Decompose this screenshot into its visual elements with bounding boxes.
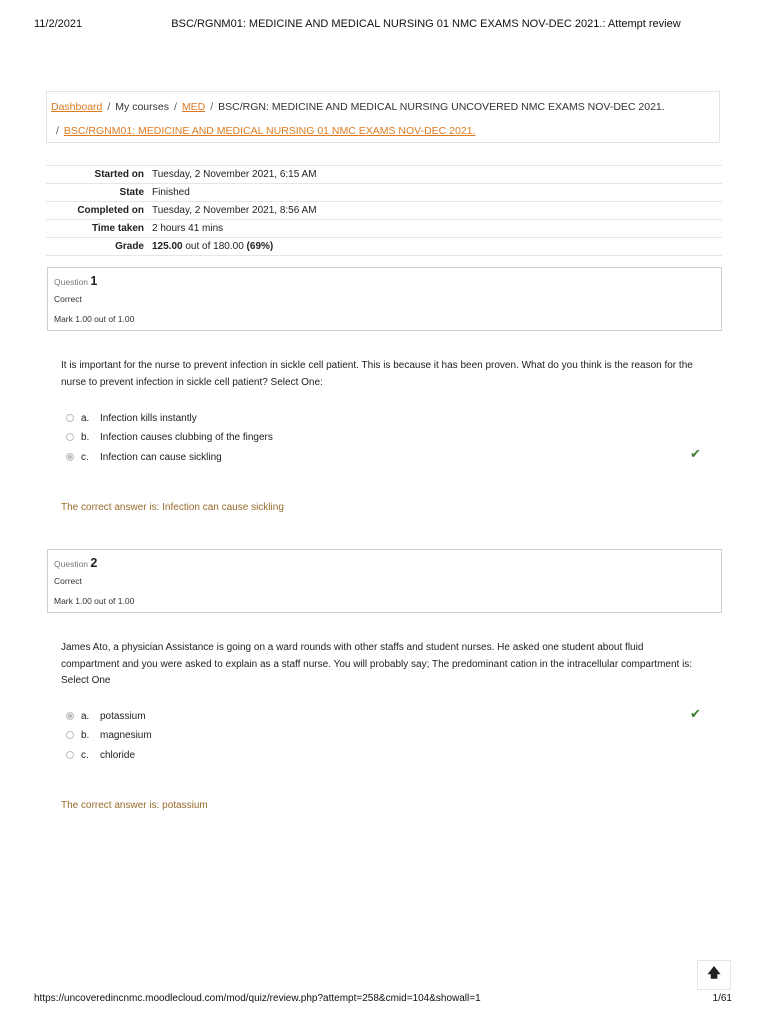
question-1-text: It is important for the nurse to prevent infection in sickle cell patient. This is because it has been proven. What do you think is the reason for the nurse to prevent infection in sickle cell patient? Select One: [61, 360, 693, 388]
breadcrumb-separator: / [56, 125, 59, 137]
option-letter: a. [81, 710, 90, 722]
option-text: magnesium [100, 729, 152, 741]
option-text: Infection can cause sickling [100, 451, 222, 463]
summary-value [148, 238, 722, 256]
breadcrumb-course[interactable]: BSC/RGN: MEDICINE AND MEDICAL NURSING UNCOVERED NMC EXAMS NOV-DEC 2021. [218, 101, 665, 113]
radio-button[interactable] [66, 751, 74, 759]
summary-value: Finished [148, 184, 722, 202]
radio-button[interactable] [66, 414, 74, 422]
question-2-text: James Ato, a physician Assistance is going on a ward rounds with other staffs and student nurses. He asked one student about fluid compartment and you were asked to explain as a staff nurse. You will probably say; The predominant cation in the intracellular compartment is: Select One [61, 642, 693, 686]
summary-row-started [46, 166, 722, 184]
summary-label: Grade [46, 238, 148, 256]
question-1-option-a[interactable] [66, 409, 197, 427]
question-2-info [47, 549, 722, 613]
option-letter: c. [81, 749, 89, 761]
summary-value: Tuesday, 2 November 2021, 8:56 AM [148, 202, 722, 220]
question-label: Question [54, 277, 89, 287]
summary-value: 2 hours 41 mins [148, 220, 722, 238]
question-1-option-c[interactable] [66, 448, 222, 466]
radio-button[interactable] [66, 731, 74, 739]
summary-row-time-taken [46, 220, 722, 238]
breadcrumb-med-link[interactable]: MED [181, 101, 206, 113]
breadcrumb-line-1 [51, 101, 665, 113]
radio-button-selected[interactable] [66, 712, 74, 720]
breadcrumb [46, 91, 720, 143]
option-letter: b. [81, 729, 90, 741]
breadcrumb-line-2 [56, 125, 475, 137]
question-state: Correct [54, 294, 82, 304]
summary-label: Started on [46, 166, 148, 184]
question-number-value: 2 [90, 556, 98, 570]
option-text: Infection kills instantly [100, 412, 197, 424]
summary-row-state [46, 184, 722, 202]
breadcrumb-separator: / [173, 101, 177, 113]
grade-percent: (69%) [246, 241, 274, 252]
summary-label: State [46, 184, 148, 202]
question-number [54, 274, 97, 288]
question-number-value: 1 [90, 274, 98, 288]
summary-value: Tuesday, 2 November 2021, 6:15 AM [148, 166, 722, 184]
question-1-option-b[interactable] [66, 428, 273, 446]
question-state: Correct [54, 576, 82, 586]
summary-label: Time taken [46, 220, 148, 238]
breadcrumb-my-courses[interactable]: My courses [115, 101, 169, 113]
summary-row-completed [46, 202, 722, 220]
print-date: 11/2/2021 [34, 18, 83, 30]
summary-row-grade [46, 238, 722, 256]
question-2-option-c[interactable] [66, 746, 135, 764]
question-2-option-a[interactable] [66, 707, 146, 725]
option-letter: b. [81, 431, 90, 443]
attempt-summary-table [46, 165, 722, 256]
breadcrumb-dashboard-link[interactable]: Dashboard [51, 101, 103, 113]
option-text: Infection causes clubbing of the fingers [100, 431, 273, 443]
print-title: BSC/RGNM01: MEDICINE AND MEDICAL NURSING 01 NMC EXAMS NOV-DEC 2021.: Attempt review [171, 18, 681, 30]
radio-button[interactable] [66, 433, 74, 441]
print-footer-url: https://uncoveredincnmc.moodlecloud.com/mod/quiz/review.php?attempt=258&cmid=104&showall=1 [34, 993, 481, 1004]
radio-button-selected[interactable] [66, 453, 74, 461]
breadcrumb-quiz-link[interactable]: BSC/RGNM01: MEDICINE AND MEDICAL NURSING 01 NMC EXAMS NOV-DEC 2021. [63, 125, 476, 137]
correct-check-icon: ✔ [690, 706, 701, 721]
option-letter: a. [81, 412, 90, 424]
option-letter: c. [81, 451, 89, 463]
breadcrumb-separator: / [210, 101, 214, 113]
question-2-option-b[interactable] [66, 726, 152, 744]
question-label: Question [54, 559, 89, 569]
grade-out-of: out of 180.00 [185, 241, 244, 252]
summary-label: Completed on [46, 202, 148, 220]
back-to-top-button[interactable] [697, 960, 731, 990]
arrow-up-icon: 🡅 [707, 965, 721, 980]
breadcrumb-separator: / [107, 101, 111, 113]
correct-check-icon: ✔ [690, 446, 701, 461]
question-number [54, 556, 97, 570]
option-text: potassium [100, 710, 146, 722]
question-2-right-answer: The correct answer is: potassium [61, 800, 208, 811]
question-1-right-answer: The correct answer is: Infection can cause sickling [61, 502, 284, 513]
question-1-info [47, 267, 722, 331]
option-text: chloride [100, 749, 136, 761]
question-mark: Mark 1.00 out of 1.00 [54, 314, 135, 324]
print-footer-page: 1/61 [712, 993, 732, 1004]
question-mark: Mark 1.00 out of 1.00 [54, 596, 135, 606]
grade-score: 125.00 [152, 241, 183, 252]
